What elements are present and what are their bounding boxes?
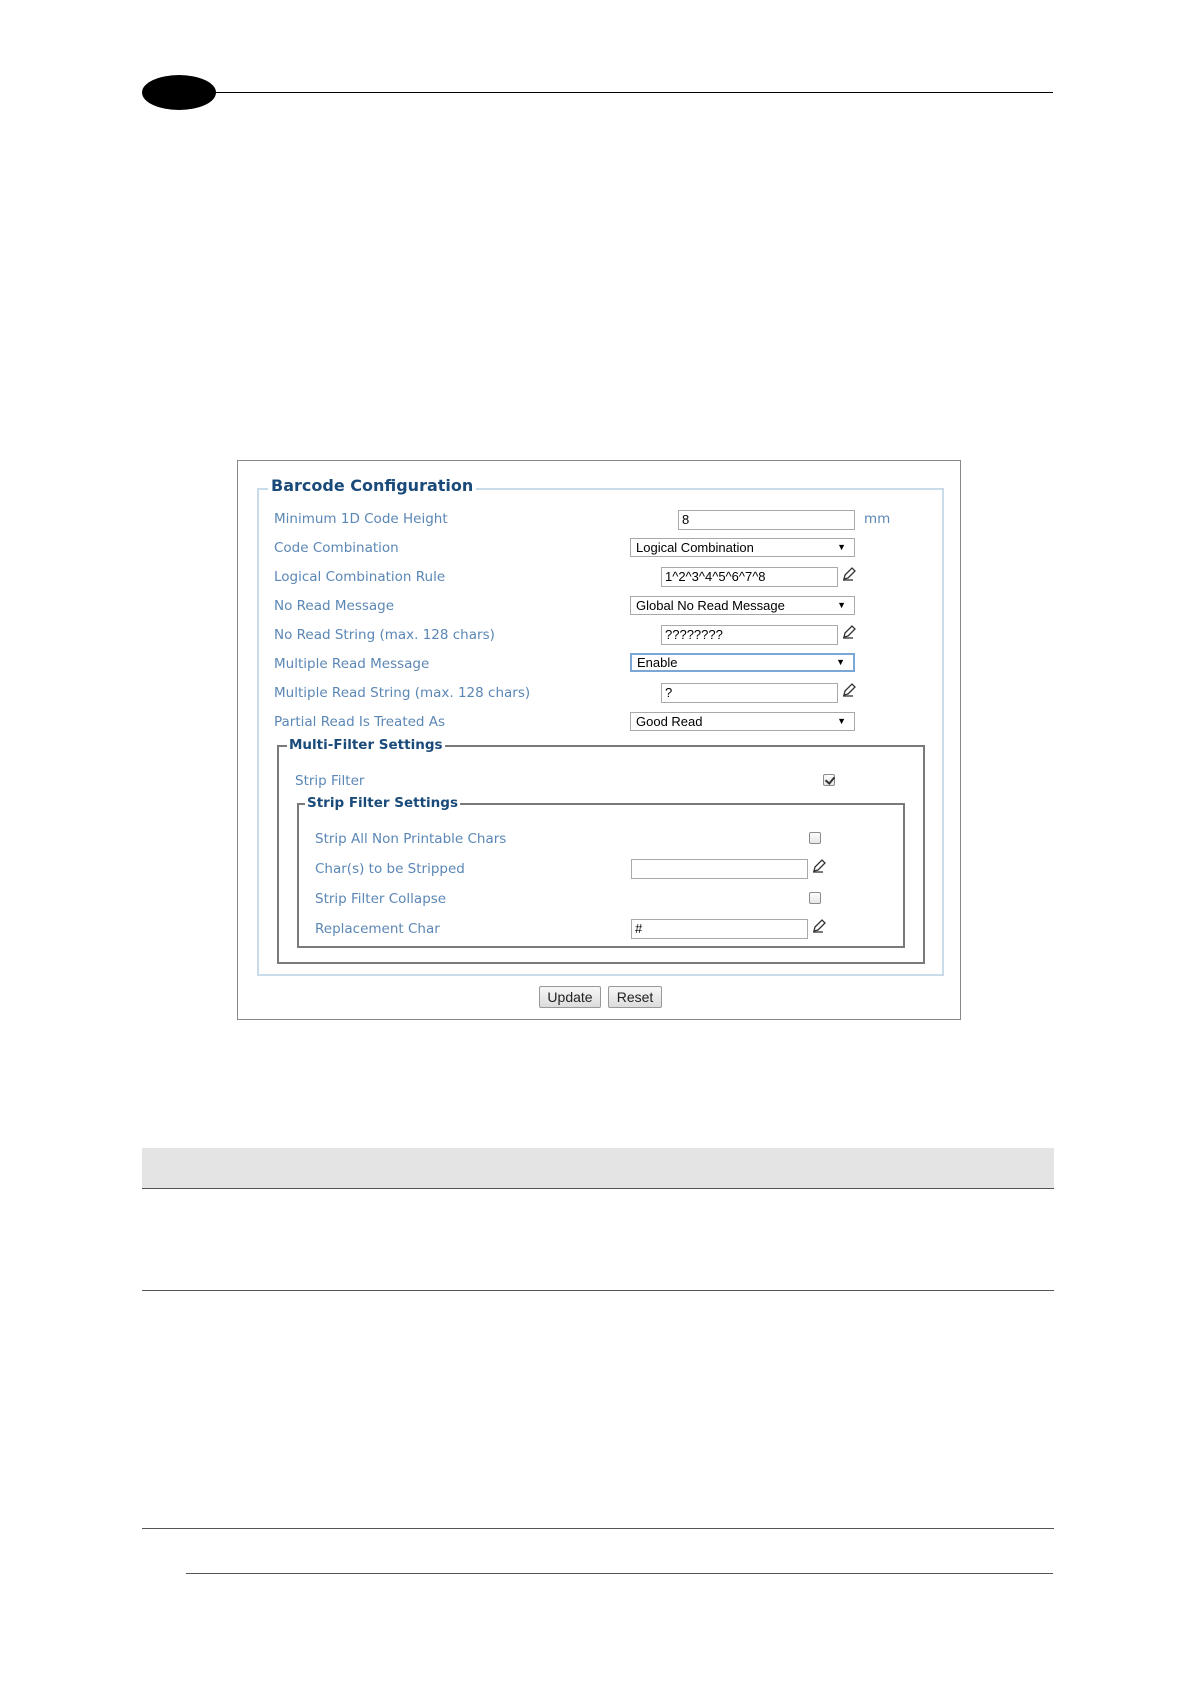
no-read-string-input[interactable]: ????????: [661, 625, 838, 645]
min-code-height-unit: mm: [864, 511, 891, 527]
pencil-icon[interactable]: [811, 918, 827, 934]
strip-filter-checkbox[interactable]: [823, 774, 835, 786]
no-read-string-label: No Read String (max. 128 chars): [274, 627, 495, 643]
multiple-read-string-input[interactable]: ?: [661, 683, 838, 703]
multi-filter-title: Multi-Filter Settings: [289, 737, 443, 753]
chapter-marker: [142, 75, 216, 110]
replacement-char-label: Replacement Char: [315, 921, 440, 937]
pencil-icon[interactable]: [841, 624, 857, 640]
strip-filter-collapse-label: Strip Filter Collapse: [315, 891, 447, 907]
partial-read-select[interactable]: [630, 712, 855, 731]
strip-filter-title: Strip Filter Settings: [307, 795, 458, 811]
pencil-icon[interactable]: [811, 858, 827, 874]
panel-title: Barcode Configuration: [268, 476, 476, 495]
partial-read-value: Good Read: [636, 714, 703, 729]
strip-filter-label: Strip Filter: [295, 773, 365, 789]
pencil-icon[interactable]: [841, 682, 857, 698]
triangle-down-icon: ▼: [837, 542, 846, 552]
table-rule: [142, 1528, 1054, 1529]
logical-combination-rule-input[interactable]: 1^2^3^4^5^6^7^8: [661, 567, 838, 587]
strip-filter-collapse-checkbox[interactable]: [809, 892, 821, 904]
chars-to-strip-input[interactable]: [631, 859, 808, 879]
multiple-read-string-label: Multiple Read String (max. 128 chars): [274, 685, 531, 701]
barcode-configuration-panel: [237, 460, 961, 1020]
triangle-down-icon: ▼: [836, 657, 845, 667]
min-code-height-label: Minimum 1D Code Height: [274, 511, 448, 527]
no-read-message-select[interactable]: [630, 596, 855, 615]
reset-button[interactable]: Reset: [608, 986, 662, 1008]
triangle-down-icon: ▼: [837, 600, 846, 610]
code-combination-value: Logical Combination: [636, 540, 754, 555]
partial-read-label: Partial Read Is Treated As: [274, 714, 446, 730]
logical-combination-rule-label: Logical Combination Rule: [274, 569, 446, 585]
chars-to-strip-label: Char(s) to be Stripped: [315, 861, 465, 877]
replacement-char-input[interactable]: #: [631, 919, 808, 939]
no-read-message-label: No Read Message: [274, 598, 395, 614]
strip-non-printable-label: Strip All Non Printable Chars: [315, 831, 507, 847]
header-rule: [210, 92, 1053, 93]
multiple-read-message-select[interactable]: [630, 653, 855, 672]
strip-non-printable-checkbox[interactable]: [809, 832, 821, 844]
code-combination-label: Code Combination: [274, 540, 399, 556]
footer-rule: [186, 1573, 1053, 1574]
min-code-height-input[interactable]: 8: [678, 510, 855, 530]
pencil-icon[interactable]: [841, 566, 857, 582]
multiple-read-message-label: Multiple Read Message: [274, 656, 430, 672]
triangle-down-icon: ▼: [837, 716, 846, 726]
no-read-message-value: Global No Read Message: [636, 598, 785, 613]
multiple-read-message-value: Enable: [637, 655, 678, 670]
table-rule: [142, 1290, 1054, 1291]
table-header: [142, 1148, 1054, 1188]
table-rule: [142, 1188, 1054, 1189]
update-button[interactable]: Update: [539, 986, 601, 1008]
code-combination-select[interactable]: [630, 538, 855, 557]
